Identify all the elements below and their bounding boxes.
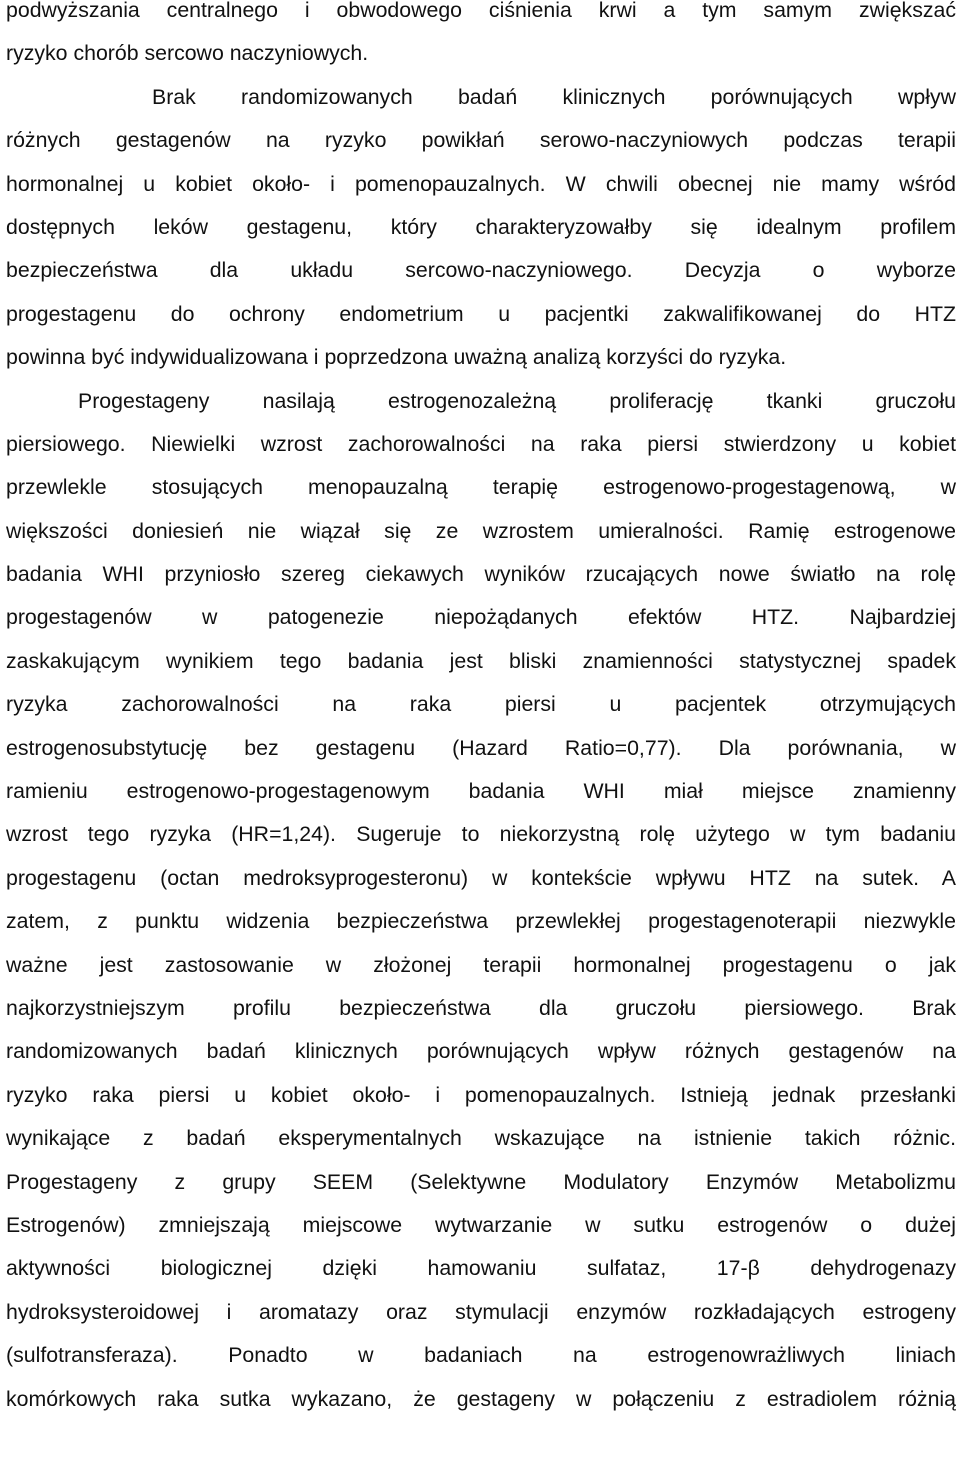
text-line: dostępnych leków gestagenu, który charakteryzowałby się idealnym profilem xyxy=(6,214,956,239)
text-line: zaskakującym wynikiem tego badania jest bliski znamienności statystycznej spadek xyxy=(6,648,956,673)
text-line: ramieniu estrogenowo-progestagenowym badania WHI miał miejsce znamienny xyxy=(6,779,956,804)
text-line: hormonalnej u kobiet około- i pomenopauzalnych. W chwili obecnej nie mamy wśród xyxy=(6,171,956,196)
text-line: wynikające z badań eksperymentalnych wskazujące na istnienie takich różnic. xyxy=(6,1126,956,1151)
text-line: randomizowanych badań klinicznych porównujących wpływ różnych gestagenów na xyxy=(6,1039,956,1064)
text-line: najkorzystniejszym profilu bezpieczeństwa dla gruczołu piersiowego. Brak xyxy=(6,995,956,1020)
text-line: badania WHI przyniosło szereg ciekawych wyników rzucających nowe światło na rolę xyxy=(6,562,956,587)
text-line: Estrogenów) zmniejszają miejscowe wytwarzanie w sutku estrogenów o dużej xyxy=(6,1212,956,1237)
text-line: hydroksysteroidowej i aromatazy oraz stymulacji enzymów rozkładających estrogeny xyxy=(6,1299,956,1324)
text-line: Brak randomizowanych badań klinicznych porównujących wpływ xyxy=(152,84,956,109)
paragraph-2 xyxy=(6,76,956,380)
paragraph-3 xyxy=(6,380,956,1421)
document-page xyxy=(6,0,956,1421)
text-line: przewlekle stosujących menopauzalną terapię estrogenowo-progestagenową, w xyxy=(6,475,956,500)
text-line: ważne jest zastosowanie w złożonej terapii hormonalnej progestagenu o jak xyxy=(6,952,956,977)
text-line: większości doniesień nie wiązał się ze wzrostem umieralności. Ramię estrogenowe xyxy=(6,518,956,543)
text-line: powinna być indywidualizowana i poprzedzona uważną analizą korzyści do ryzyka. xyxy=(6,345,787,370)
text-line: komórkowych raka sutka wykazano, że gestageny w połączeniu z estradiolem różnią xyxy=(6,1386,956,1411)
text-line: piersiowego. Niewielki wzrost zachorowalności na raka piersi stwierdzony u kobiet xyxy=(6,431,956,456)
text-line: progestagenu (octan medroksyprogesteronu) w kontekście wpływu HTZ na sutek. A xyxy=(6,865,956,890)
text-line: progestagenu do ochrony endometrium u pacjentki zakwalifikowanej do HTZ xyxy=(6,301,956,326)
text-line: podwyższania centralnego i obwodowego ciśnienia krwi a tym samym zwiększać xyxy=(6,0,956,22)
text-line: progestagenów w patogenezie niepożądanych efektów HTZ. Najbardziej xyxy=(6,605,956,630)
text-line: Progestageny nasilają estrogenozależną proliferację tkanki gruczołu xyxy=(78,388,956,413)
text-line: ryzyko chorób sercowo naczyniowych. xyxy=(6,41,369,66)
text-line: wzrost tego ryzyka (HR=1,24). Sugeruje to niekorzystną rolę użytego w tym badaniu xyxy=(6,822,956,847)
paragraph-1-tail xyxy=(6,0,956,76)
text-line: ryzyko raka piersi u kobiet około- i pomenopauzalnych. Istnieją jednak przesłanki xyxy=(6,1082,956,1107)
text-line: estrogenosubstytucję bez gestagenu (Hazard Ratio=0,77). Dla porównania, w xyxy=(6,735,956,760)
text-line: zatem, z punktu widzenia bezpieczeństwa przewlekłej progestagenoterapii niezwykle xyxy=(6,909,956,934)
text-line: różnych gestagenów na ryzyko powikłań serowo-naczyniowych podczas terapii xyxy=(6,128,956,153)
text-line: Progestageny z grupy SEEM (Selektywne Modulatory Enzymów Metabolizmu xyxy=(6,1169,956,1194)
text-line: ryzyka zachorowalności na raka piersi u pacjentek otrzymujących xyxy=(6,692,956,717)
text-line: aktywności biologicznej dzięki hamowaniu sulfataz, 17-β dehydrogenazy xyxy=(6,1256,956,1281)
text-line: bezpieczeństwa dla układu sercowo-naczyniowego. Decyzja o wyborze xyxy=(6,258,956,283)
text-line: (sulfotransferaza). Ponadto w badaniach na estrogenowrażliwych liniach xyxy=(6,1343,956,1368)
